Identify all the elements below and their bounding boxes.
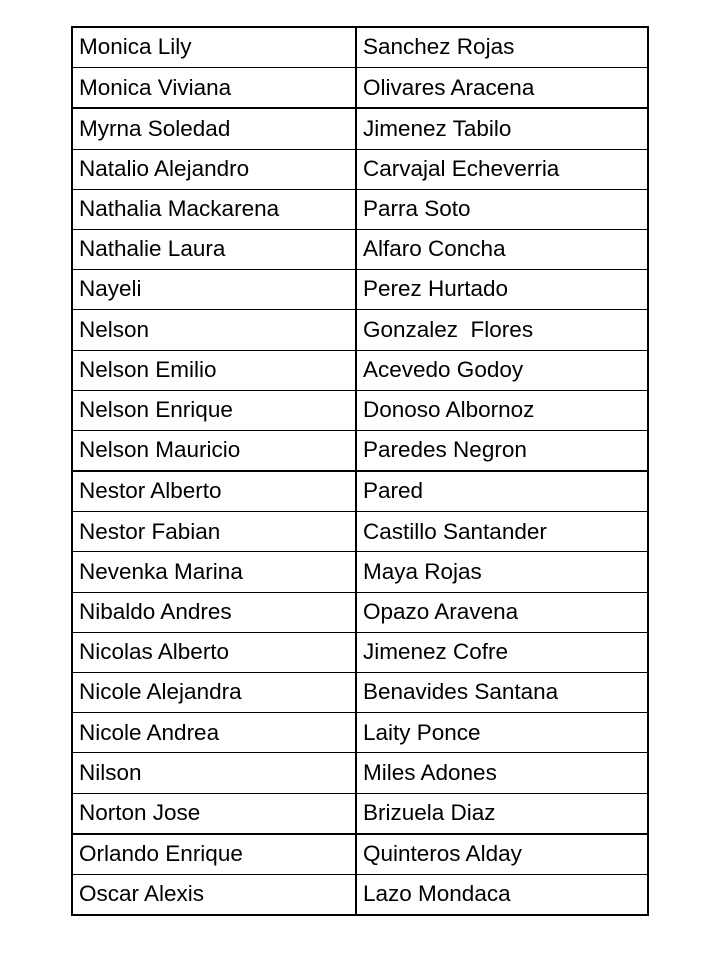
table-row (72, 27, 648, 68)
last-name-cell: Pared (356, 471, 648, 512)
last-name-cell: Jimenez Cofre (356, 632, 648, 672)
first-name-cell: Nelson Mauricio (72, 430, 356, 471)
first-name-cell: Norton Jose (72, 793, 356, 834)
table-row (72, 149, 648, 189)
table-row (72, 874, 648, 915)
last-name-cell: Sanchez Rojas (356, 27, 648, 68)
first-name-cell: Monica Viviana (72, 68, 356, 109)
last-name-cell: Laity Ponce (356, 713, 648, 753)
table-row (72, 189, 648, 229)
table-row (72, 592, 648, 632)
table-row (72, 350, 648, 390)
table-row (72, 632, 648, 672)
first-name-cell: Nicolas Alberto (72, 632, 356, 672)
last-name-cell: Parra Soto (356, 189, 648, 229)
table-row (72, 673, 648, 713)
table-row (72, 108, 648, 149)
table-row (72, 552, 648, 592)
table-row (72, 310, 648, 350)
last-name-cell: Alfaro Concha (356, 229, 648, 269)
last-name-cell: Benavides Santana (356, 673, 648, 713)
last-name-cell: Maya Rojas (356, 552, 648, 592)
first-name-cell: Nestor Alberto (72, 471, 356, 512)
last-name-cell: Donoso Albornoz (356, 390, 648, 430)
first-name-cell: Orlando Enrique (72, 834, 356, 875)
last-name-cell: Quinteros Alday (356, 834, 648, 875)
first-name-cell: Nathalia Mackarena (72, 189, 356, 229)
last-name-cell: Lazo Mondaca (356, 874, 648, 915)
table-row (72, 753, 648, 793)
table-row (72, 713, 648, 753)
last-name-cell: Miles Adones (356, 753, 648, 793)
table-row (72, 793, 648, 834)
table-row (72, 68, 648, 109)
first-name-cell: Monica Lily (72, 27, 356, 68)
last-name-cell: Olivares Aracena (356, 68, 648, 109)
last-name-cell: Paredes Negron (356, 430, 648, 471)
first-name-cell: Nilson (72, 753, 356, 793)
first-name-cell: Myrna Soledad (72, 108, 356, 149)
last-name-cell: Jimenez Tabilo (356, 108, 648, 149)
first-name-cell: Oscar Alexis (72, 874, 356, 915)
first-name-cell: Nestor Fabian (72, 512, 356, 552)
first-name-cell: Nayeli (72, 270, 356, 310)
names-table-body (72, 27, 648, 915)
last-name-cell: Gonzalez Flores (356, 310, 648, 350)
first-name-cell: Nelson Emilio (72, 350, 356, 390)
first-name-cell: Nelson Enrique (72, 390, 356, 430)
table-row (72, 390, 648, 430)
table-row (72, 471, 648, 512)
first-name-cell: Natalio Alejandro (72, 149, 356, 189)
last-name-cell: Acevedo Godoy (356, 350, 648, 390)
table-row (72, 834, 648, 875)
table-row (72, 229, 648, 269)
last-name-cell: Castillo Santander (356, 512, 648, 552)
table-row (72, 512, 648, 552)
last-name-cell: Carvajal Echeverria (356, 149, 648, 189)
first-name-cell: Nathalie Laura (72, 229, 356, 269)
first-name-cell: Nelson (72, 310, 356, 350)
first-name-cell: Nevenka Marina (72, 552, 356, 592)
first-name-cell: Nicole Alejandra (72, 673, 356, 713)
last-name-cell: Brizuela Diaz (356, 793, 648, 834)
last-name-cell: Opazo Aravena (356, 592, 648, 632)
first-name-cell: Nicole Andrea (72, 713, 356, 753)
table-row (72, 270, 648, 310)
first-name-cell: Nibaldo Andres (72, 592, 356, 632)
table-row (72, 430, 648, 471)
last-name-cell: Perez Hurtado (356, 270, 648, 310)
names-table (71, 26, 649, 916)
